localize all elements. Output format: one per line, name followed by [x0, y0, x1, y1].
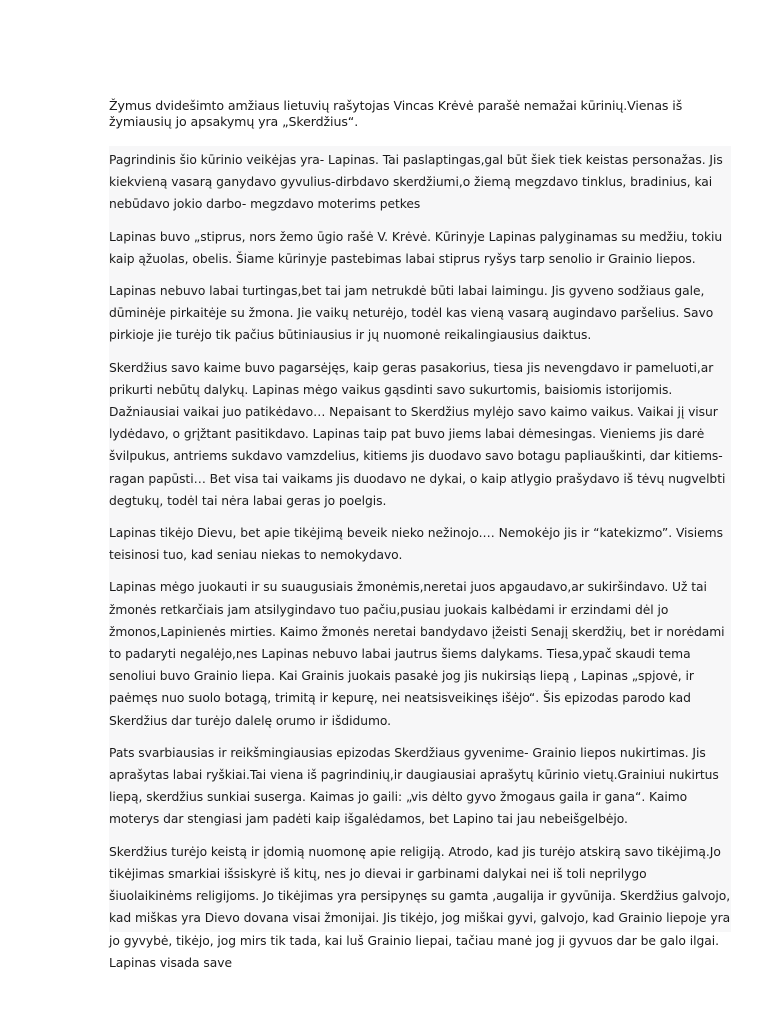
- body-paragraph: Pagrindinis šio kūrinio veikėjas yra- Lapinas. Tai paslaptingas,gal būt šiek tiek keistas personažas. Jis kiekvieną vasarą ganydavo gyvulius-dirbdavo skerdžiumi,o žiemą megzdavo tinklus, bradinius, kai nebūdavo jokio darbo- megzdavo moterims petkes: [109, 153, 723, 212]
- body-paragraph: Skerdžius turėjo keistą ir įdomią nuomonę apie religiją. Atrodo, kad jis turėjo atskirą savo tikėjimą.Jo tikėjimas smarkiai išsiskyrė iš kitų, nes jo dievai ir garbinami dalykai nei iš toli neprilygo šiuolaikinėms religijoms. Jo tikėjimas yra persipynęs su gamta ,augalija ir gyvūnija. Skerdžius galvojo, kad miškas yra Dievo dovana visai žmonijai. Jis tikėjo, jog miškai gyvi, galvojo, kad Grainio liepoje yra jo gyvybė, tikėjo, jog mirs tik tada, kai luš Grainio liepai, tačiau manė jog ji gyvuos dar be galo ilgai. Lapinas visada save: [109, 844, 731, 970]
- body-paragraph: Skerdžius savo kaime buvo pagarsėjęs, kaip geras pasakorius, tiesa jis nevengdavo ir pameluoti,ar prikurti nebūtų dalykų. Lapinas mėgo vaikus gąsdinti savo sukurtomis, baisiomis istorijomis. Dažniausiai vaikai juo patikėdavo… Nepaisant to Skerdžius mylėjo savo kaimo vaikus. Vaikai jį visur lydėdavo, o grįžtant pasitikdavo. Lapinas taip pat buvo jiems labai dėmesingas. Vieniems jis darė švilpukus, antriems sukdavo vamzdelius, kitiems jis duodavo savo botagu papliauškinti, dar kitiems- ragan papūsti… Bet visa tai vaikams jis duodavo ne dykai, o kaip atlygio prašydavo iš tėvų nugvelbti degtukų, todėl tai nėra labai geras jo poelgis.: [109, 360, 726, 508]
- intro-paragraph: Žymus dvidešimto amžiaus lietuvių rašytojas Vincas Krėvė parašė nemažai kūrinių.Vienas iš žymiausių jo apsakymų yra „Skerdžius“.: [109, 98, 683, 129]
- body-paragraph: Pats svarbiausias ir reikšmingiausias epizodas Skerdžiaus gyvenime- Grainio liepos nukirtimas. Jis aprašytas labai ryškiai.Tai viena iš pagrindinių,ir daugiausiai aprašytų kūrinio vietų.Grainiui nukirtus liepą, skerdžius sunkiai suserga. Kaimas jo gaili: „vis dėlto gyvo žmogaus gaila ir gana“. Kaimo moterys dar stengiasi jam padėti kaip išgalėdamos, bet Lapino tai jau nebeišgelbėjo.: [109, 745, 719, 827]
- body-paragraph: Lapinas tikėjo Dievu, bet apie tikėjimą beveik nieko nežinojo.… Nemokėjo jis ir “katekizmo”. Visiems teisinosi tuo, kad seniau niekas to nemokydavo.: [109, 526, 723, 563]
- body-paragraph: Lapinas buvo „stiprus, nors žemo ūgio rašė V. Krėvė. Kūrinyje Lapinas palyginamas su medžiu, tokiu kaip ąžuolas, obelis. Šiame kūrinyje pastebimas labai stiprus ryšys tarp senolio ir Grainio liepos.: [109, 229, 723, 266]
- body-paragraph: Lapinas nebuvo labai turtingas,bet tai jam netrukdė būti labai laimingu. Jis gyveno sodžiaus gale, dūminėje pirkaitėje su žmona. Jie vaikų neturėjo, todėl kas vieną vasarą augindavo paršelius. Savo pirkioje jie turėjo tik pačius būtiniausius ir jų nuomonė reikalingiausius daiktus.: [109, 284, 714, 343]
- document-page: [109, 98, 733, 970]
- body-paragraph: Lapinas mėgo juokauti ir su suaugusiais žmonėmis,neretai juos apgaudavo,ar sukiršindavo. Už tai žmonės retkarčiais jam atsilygindavo tuo pačiu,pusiau juokais kalbėdami ir erzindami dėl jo žmonos,Lapinienės mirties. Kaimo žmonės neretai bandydavo įžeisti Senajį skerdžių, bet ir norėdami to padaryti negalėjo,nes Lapinas nebuvo labai jautrus šiems dalykams. Tiesa,ypač skaudi tema senoliui buvo Grainio liepa. Kai Grainis juokais pasakė jog jis nukirsiąs liepą , Lapinas „spjovė, ir paėmęs nuo suolo botagą, trimitą ir kepurę, nei neatsisveikinęs išėjo“. Šis epizodas parodo kad Skerdžius dar turėjo dalelę orumo ir išdidumo.: [109, 580, 725, 728]
- essay-body: [109, 146, 731, 970]
